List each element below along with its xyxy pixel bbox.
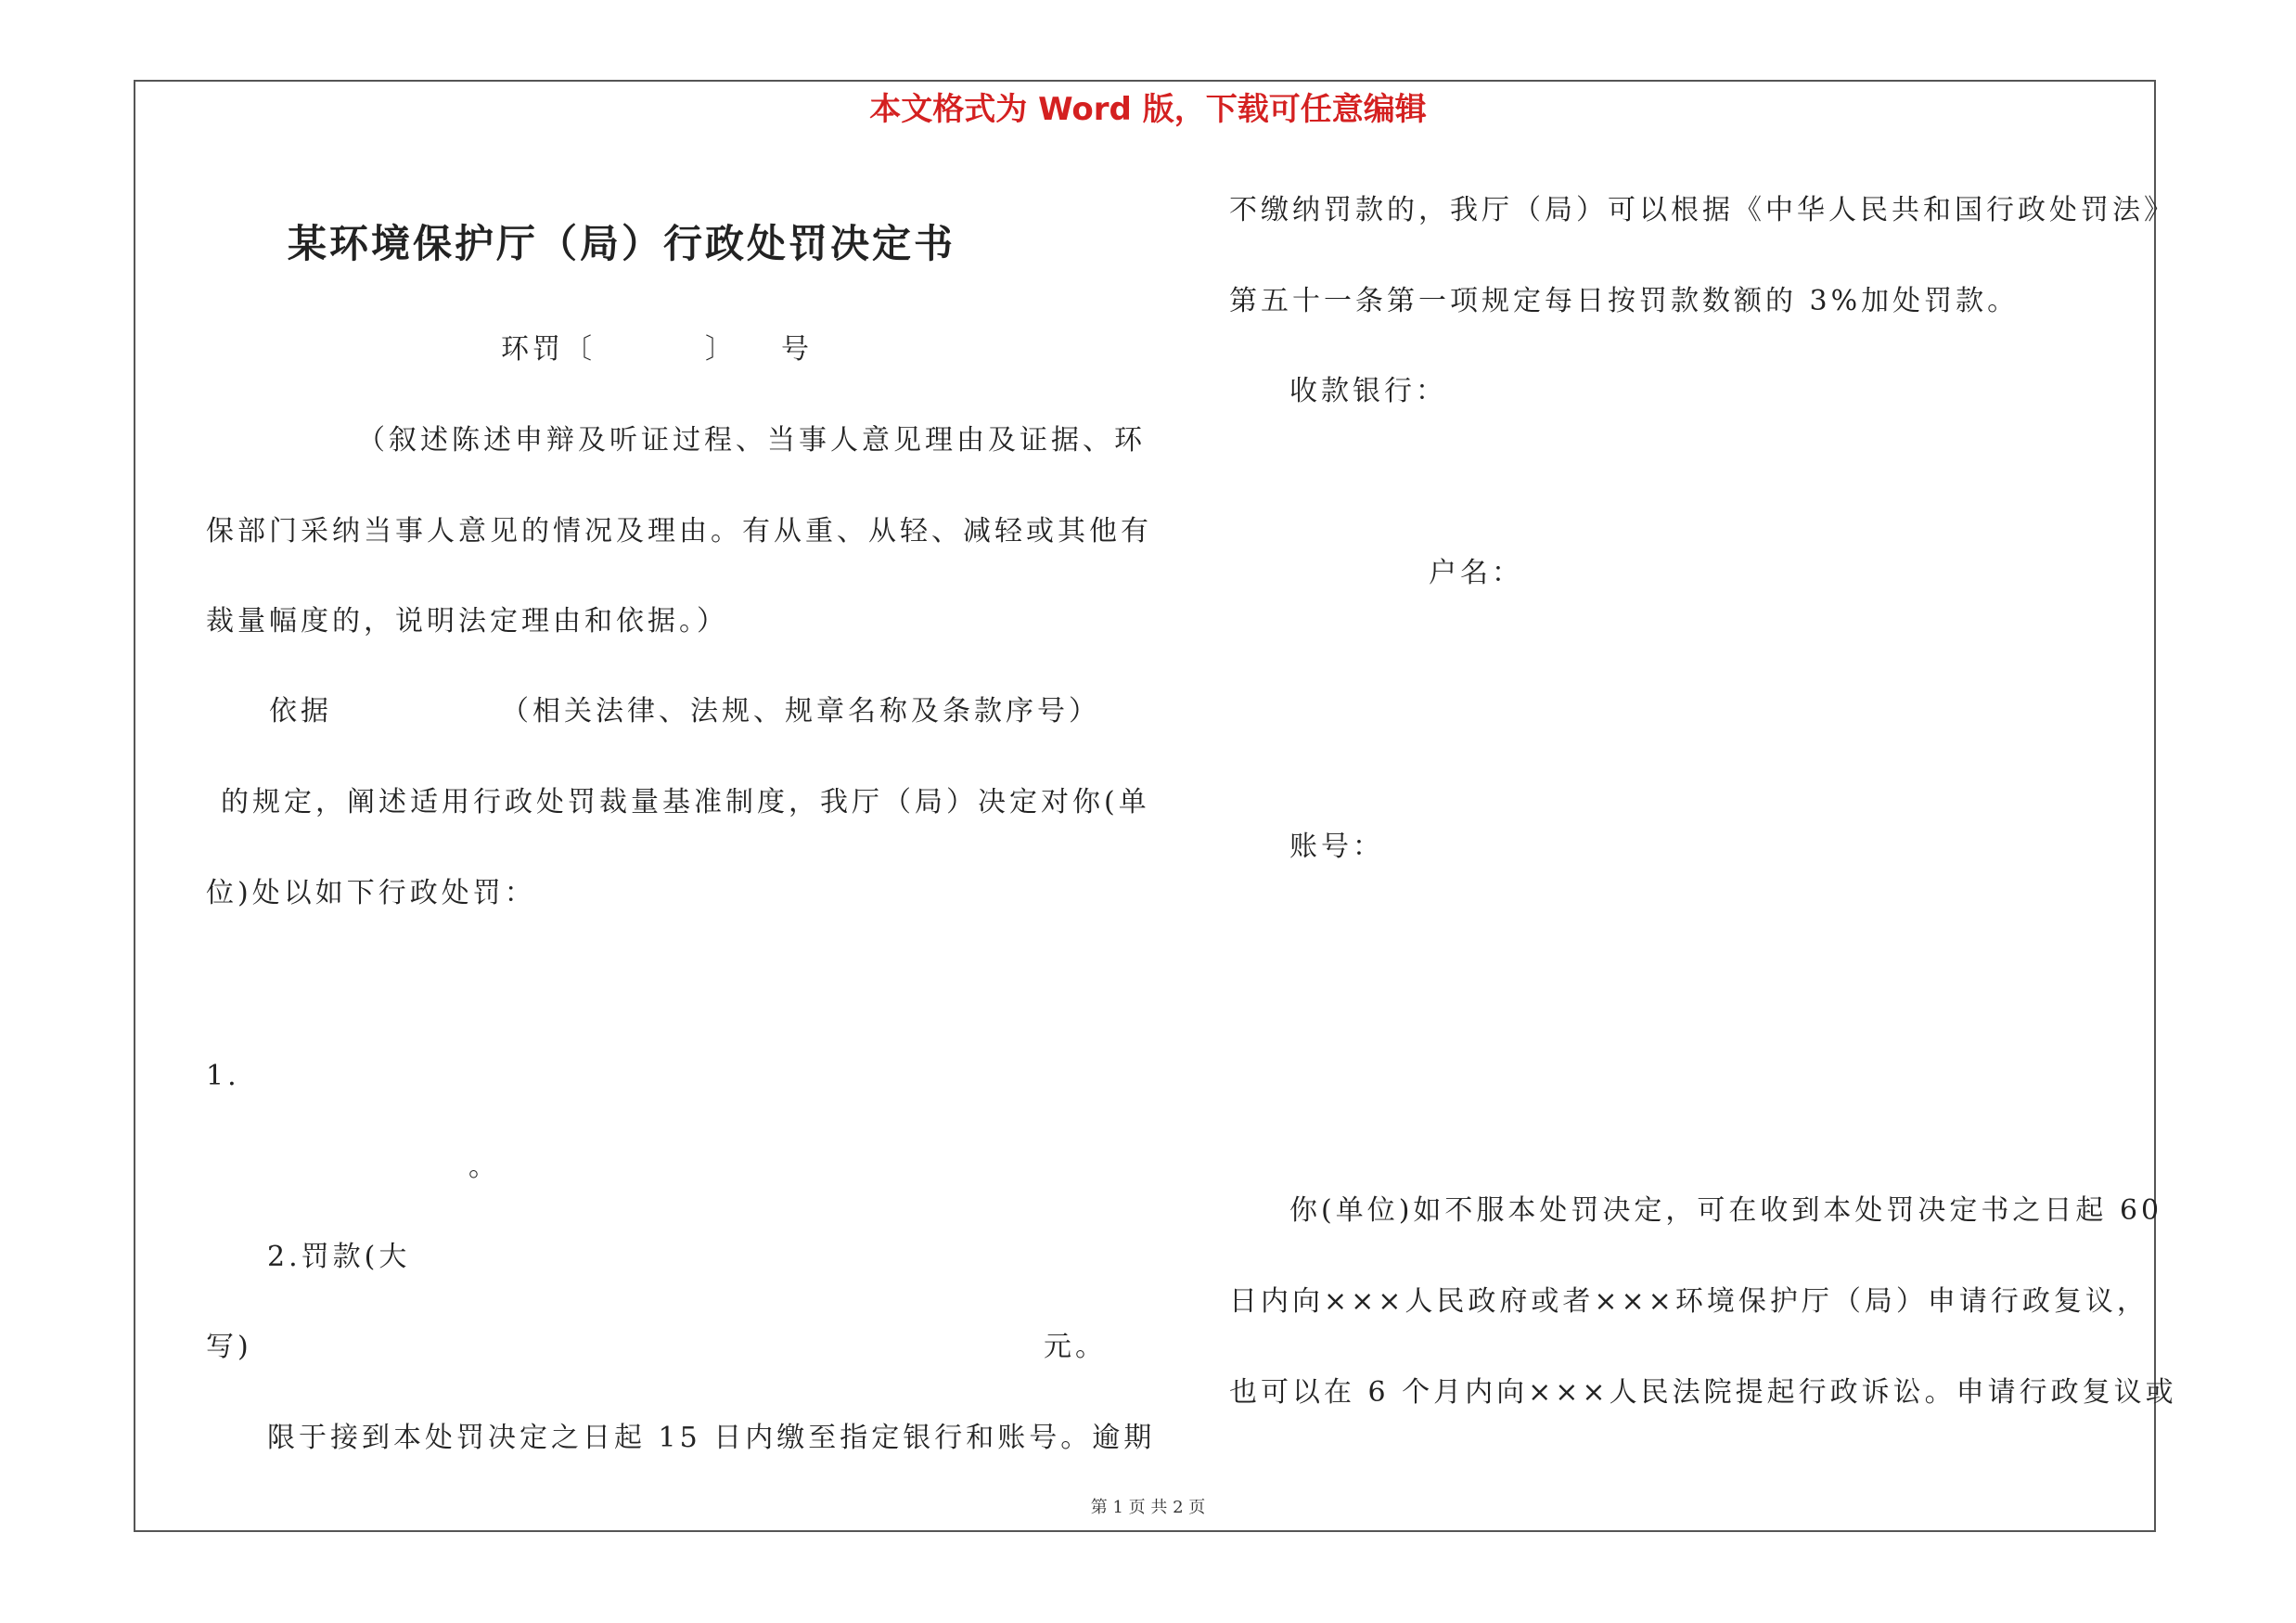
bank-label: 收款银行：: [1289, 375, 1447, 407]
appeal-line-1: 你(单位)如不服本处罚决定，可在收到本处罚决定书之日起 60: [1289, 1194, 2163, 1227]
doc-number-close: 〕: [705, 333, 737, 366]
doc-number-suffix: 号: [781, 333, 813, 366]
late-fee-line-1: 不缴纳罚款的，我厅（局）可以根据《中华人民共和国行政处罚法》: [1229, 194, 2175, 226]
narrative-line-3: 裁量幅度的，说明法定理由和依据。）: [206, 605, 728, 638]
page-number: 第 1 页 共 2 页: [1090, 1498, 1206, 1517]
penalty-item-2: 2.罚款(大: [267, 1241, 411, 1273]
decision-line-2: 位)处以如下行政处罚：: [206, 877, 536, 909]
word-format-banner: 本文格式为 Word 版，下载可任意编辑: [869, 91, 1427, 128]
penalty-item-2-unit: 元。: [1044, 1331, 1107, 1363]
account-name-label: 户名：: [1429, 557, 1523, 589]
doc-number-prefix: 环罚〔: [501, 333, 596, 366]
decision-line-1: 的规定，阐述适用行政处罚裁量基准制度，我厅（局）决定对你(单: [221, 786, 1150, 818]
late-fee-line-2: 第五十一条第一项规定每日按罚款数额的 3%加处罚款。: [1229, 285, 2020, 317]
appeal-line-2: 日内向×××人民政府或者×××环境保护厅（局）申请行政复议，: [1229, 1285, 2148, 1318]
document-title: 某环境保护厅（局）行政处罚决定书: [288, 221, 956, 266]
payment-deadline: 限于接到本处罚决定之日起 15 日内缴至指定银行和账号。逾期: [267, 1422, 1156, 1454]
account-number-label: 账号：: [1289, 831, 1384, 863]
penalty-item-2-cont: 写): [206, 1331, 252, 1363]
penalty-item-1: 1.: [206, 1060, 240, 1092]
narrative-line-1: （叙述陈述申辩及听证过程、当事人意见理由及证据、环: [357, 424, 1146, 457]
penalty-item-1-end: 。: [468, 1151, 500, 1183]
narrative-line-2: 保部门采纳当事人意见的情况及理由。有从重、从轻、减轻或其他有: [206, 515, 1152, 547]
appeal-line-3: 也可以在 6 个月内向×××人民法院提起行政诉讼。申请行政复议或: [1229, 1376, 2177, 1409]
basis-label: 依据: [269, 695, 332, 728]
basis-note: （相关法律、法规、规章名称及条款序号）: [501, 695, 1100, 728]
